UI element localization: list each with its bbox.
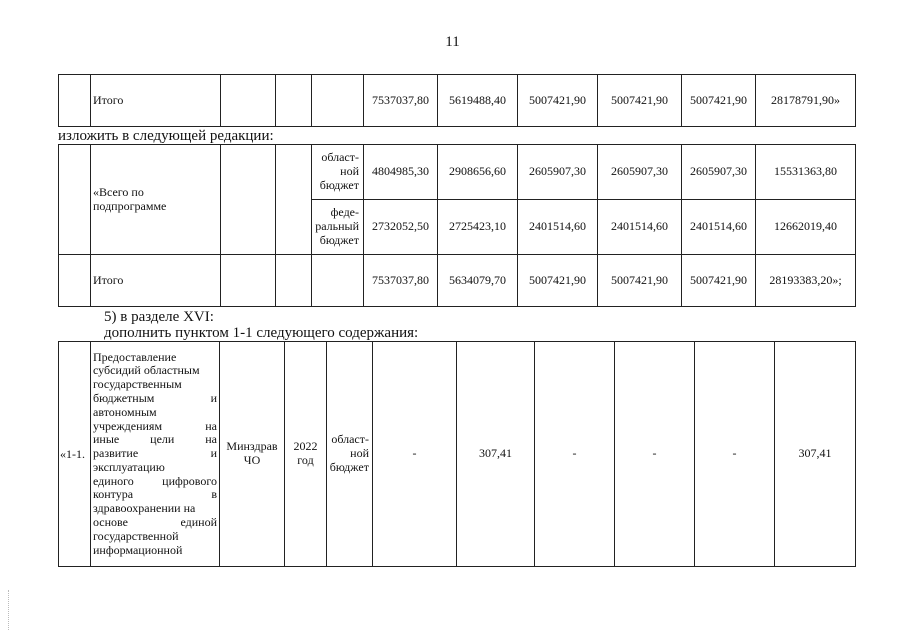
value-cell: - [373, 342, 457, 567]
description-line: Предоставление [93, 349, 177, 364]
table-old-total [58, 74, 856, 127]
value-cell: 28178791,90» [756, 75, 856, 127]
year-line: 2022 [293, 439, 318, 454]
value-cell: - [695, 342, 775, 567]
description-line: государственным [93, 377, 182, 392]
instruction-text: изложить в следующей редакции: [58, 128, 274, 144]
section-heading: 5) в разделе XVI: [104, 309, 214, 325]
executor [220, 342, 285, 567]
table-new-edition [58, 144, 856, 307]
value-cell: 5007421,90 [598, 255, 682, 307]
value-cell: 7537037,80 [364, 75, 438, 127]
table-row [59, 255, 856, 307]
cell-empty [221, 75, 276, 127]
description-line: эксплуатацию [93, 459, 165, 474]
description-line: учреждениям на [93, 418, 217, 433]
description-line: развитие и [93, 446, 217, 461]
cell-empty [59, 255, 91, 307]
value-cell: 2725423,10 [438, 200, 518, 255]
source-line: феде- [330, 205, 359, 220]
source-line: бюджет [319, 232, 359, 247]
description-line: иные цели на [93, 432, 217, 447]
description-line: государственной [93, 528, 179, 543]
description-line: субсидий областным [93, 363, 200, 378]
item-description [91, 342, 220, 567]
value-cell: 307,41 [775, 342, 856, 567]
source-line: бюджет [319, 177, 359, 192]
value-cell: 4804985,30 [364, 145, 438, 200]
value-cell: 5007421,90 [518, 75, 598, 127]
description-line: автономным [93, 404, 157, 419]
table-item-1-1 [58, 341, 856, 567]
table-row [59, 342, 856, 567]
description-line: основе единой [93, 515, 217, 530]
item-number: «1-1. [59, 342, 91, 567]
cell-empty [276, 75, 312, 127]
value-cell: 5007421,90 [598, 75, 682, 127]
value-cell: 5619488,40 [438, 75, 518, 127]
funding-source [327, 342, 373, 567]
value-cell: 12662019,40 [756, 200, 856, 255]
row-label: Итого [91, 255, 221, 307]
executor-line: ЧО [243, 453, 261, 467]
value-cell: 2401514,60 [518, 200, 598, 255]
value-cell: 307,41 [457, 342, 535, 567]
funding-source [312, 200, 364, 255]
value-cell: 28193383,20»; [756, 255, 856, 307]
source-line: област- [321, 150, 359, 165]
value-cell: - [615, 342, 695, 567]
value-cell: 5007421,90 [518, 255, 598, 307]
cell-empty [312, 75, 364, 127]
value-cell: 15531363,80 [756, 145, 856, 200]
row-label: Итого [91, 75, 221, 127]
table-row [59, 145, 856, 200]
source-line: област- [331, 432, 369, 447]
value-cell: 2908656,60 [438, 145, 518, 200]
year-line: год [297, 453, 314, 467]
executor-line: Минздрав [226, 439, 278, 454]
cell-empty [312, 255, 364, 307]
source-line: бюджет [329, 459, 369, 474]
source-line: ной [340, 164, 359, 179]
description-line: бюджетным и [93, 390, 217, 405]
cell-empty [276, 145, 312, 255]
description-line: единого цифрового [93, 473, 217, 488]
cell-empty [221, 255, 276, 307]
implementation-year [285, 342, 327, 567]
instruction-text: дополнить пунктом 1-1 следующего содержания: [104, 325, 419, 341]
description-line: контура в [93, 487, 217, 502]
source-line: ной [350, 446, 369, 461]
value-cell: 2401514,60 [598, 200, 682, 255]
cell-empty [59, 75, 91, 127]
value-cell: 5634079,70 [438, 255, 518, 307]
value-cell: - [535, 342, 615, 567]
cell-empty [221, 145, 276, 255]
value-cell: 7537037,80 [364, 255, 438, 307]
value-cell: 2732052,50 [364, 200, 438, 255]
source-line: ральный [315, 219, 359, 234]
value-cell: 2605907,30 [598, 145, 682, 200]
page-number: 11 [445, 34, 460, 50]
table-row [59, 75, 856, 127]
funding-source [312, 145, 364, 200]
value-cell: 2605907,30 [682, 145, 756, 200]
value-cell: 2401514,60 [682, 200, 756, 255]
value-cell: 5007421,90 [682, 255, 756, 307]
scan-margin-marks [8, 590, 11, 630]
cell-empty [59, 145, 91, 255]
subprogram-label: «Всего по подпрограмме [91, 145, 221, 255]
value-cell: 5007421,90 [682, 75, 756, 127]
value-cell: 2605907,30 [518, 145, 598, 200]
cell-empty [276, 255, 312, 307]
description-line: здравоохранении на [93, 501, 196, 516]
description-line: информационной [93, 542, 183, 557]
